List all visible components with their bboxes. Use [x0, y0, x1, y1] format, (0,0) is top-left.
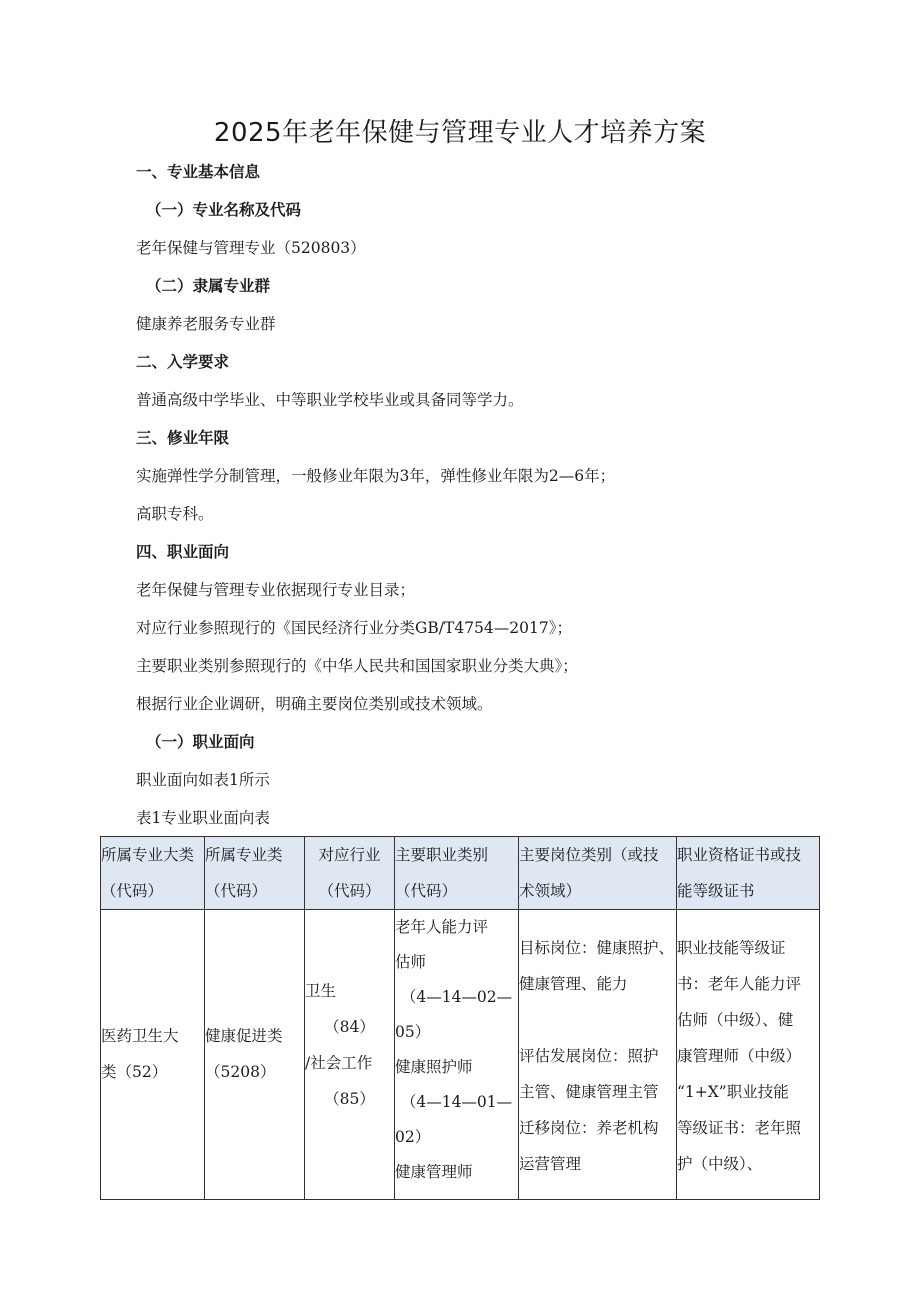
- subheading-major-group: （二）隶属专业群: [146, 277, 271, 295]
- section-heading-career: 四、职业面向: [136, 543, 230, 561]
- career-text-1: 老年保健与管理专业依据现行专业目录；: [136, 581, 416, 599]
- header-major-class: 所属专业类 （代码）: [205, 837, 305, 910]
- page-title: 2025年老年保健与管理专业人才培养方案: [213, 118, 707, 148]
- table-row: [101, 910, 820, 1200]
- header-position: 主要岗位类别（或技 术领域）: [519, 837, 677, 910]
- cell-major-class: 健康促进类 （5208）: [205, 910, 305, 1200]
- section-heading-duration: 三、修业年限: [136, 429, 230, 447]
- header-major-category: 所属专业大类 （代码）: [101, 837, 205, 910]
- cell-major-category: 医药卫生大 类（52）: [101, 910, 205, 1200]
- career-text-3: 主要职业类别参照现行的《中华人民共和国国家职业分类大典》；: [136, 657, 578, 675]
- career-text-4: 根据行业企业调研，明确主要岗位类别或技术领域。: [136, 695, 493, 713]
- section-heading-admission: 二、入学要求: [136, 353, 230, 371]
- occupation-table: [100, 836, 820, 1200]
- admission-text: 普通高级中学毕业、中等职业学校毕业或具备同等学力。: [136, 391, 524, 409]
- header-industry: 对应行业 （代码）: [305, 837, 395, 910]
- cell-position: 目标岗位：健康照护、 健康管理、能力 评估发展岗位：照护 主管、健康管理主管 迁移岗位：养老机构 运营管理: [519, 910, 677, 1200]
- subheading-major-name: （一）专业名称及代码: [146, 201, 302, 219]
- subheading-career: （一）职业面向: [146, 733, 255, 751]
- table-caption: 表1专业职业面向表: [136, 809, 270, 827]
- table-header-row: [101, 837, 820, 910]
- duration-text-2: 高职专科。: [136, 505, 214, 523]
- section-heading-basic-info: 一、专业基本信息: [136, 163, 261, 181]
- cell-certificate: 职业技能等级证 书：老年人能力评 估师（中级）、健 康管理师（中级） “1+X”职业技能 等级证书：老年照 护（中级）、: [677, 910, 820, 1200]
- header-occupation: 主要职业类别 （代码）: [395, 837, 519, 910]
- career-text-2: 对应行业参照现行的《国民经济行业分类GB/T4754—2017》；: [136, 619, 572, 637]
- major-name-text: 老年保健与管理专业（520803）: [136, 239, 366, 257]
- career-table-intro: 职业面向如表1所示: [136, 771, 270, 789]
- header-certificate: 职业资格证书或技 能等级证书: [677, 837, 820, 910]
- major-group-text: 健康养老服务专业群: [136, 315, 276, 333]
- cell-occupation: 老年人能力评 估师 （4—14—02— 05） 健康照护师 （4—14—01— 02） 健康管理师: [395, 910, 519, 1200]
- cell-industry: 卫生 （84） /社会工作 （85）: [305, 910, 395, 1200]
- duration-text-1: 实施弹性学分制管理，一般修业年限为3年，弹性修业年限为2—6年；: [136, 467, 616, 485]
